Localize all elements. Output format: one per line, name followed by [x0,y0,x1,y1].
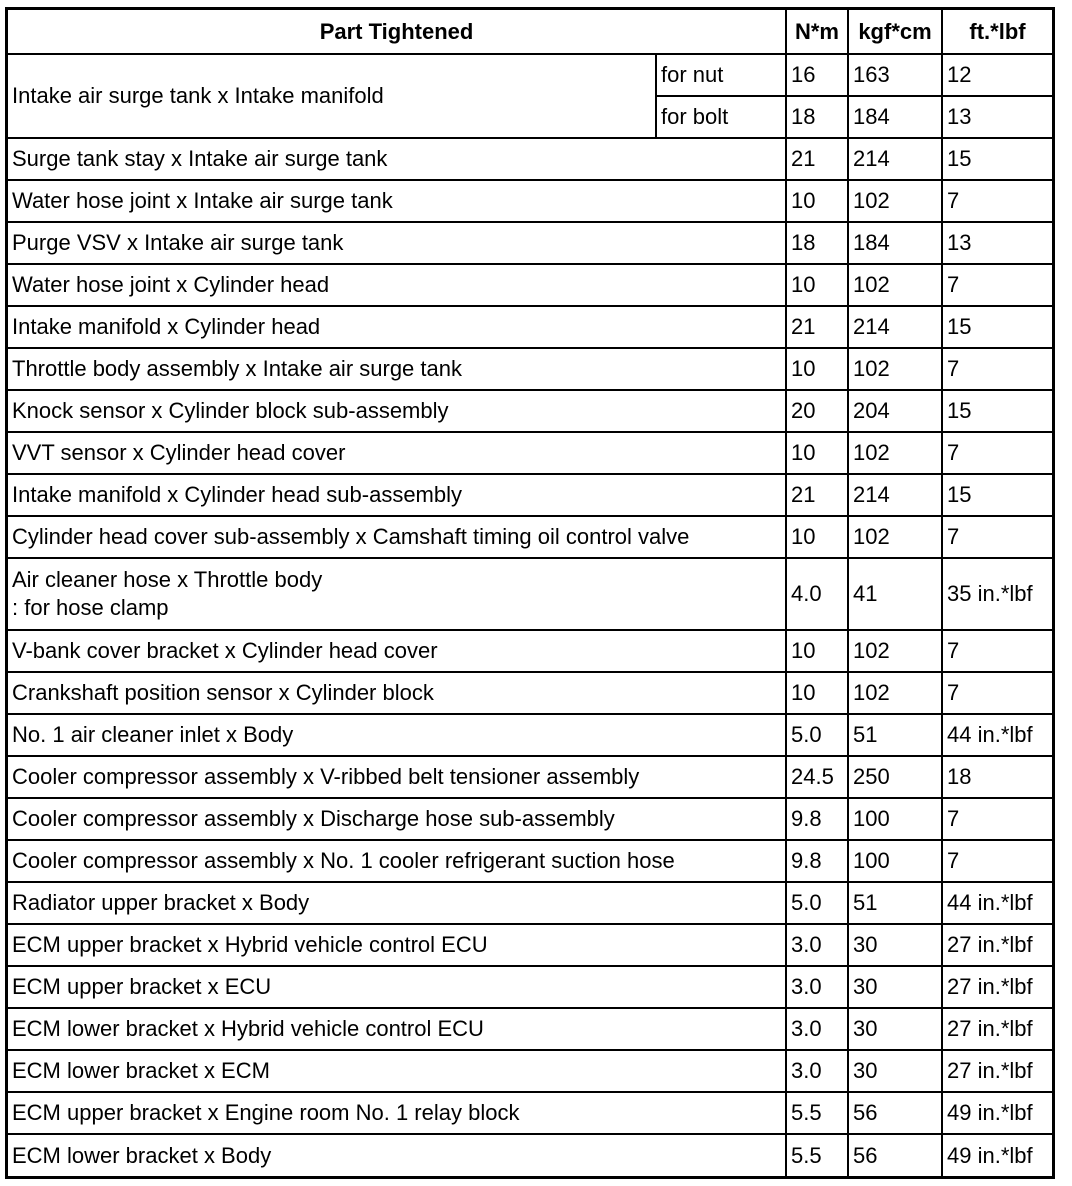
ftlbf-cell: 15 [942,306,1052,348]
nm-cell: 10 [786,180,848,222]
kgf-cell: 30 [848,966,942,1008]
table-row [8,1050,1052,1092]
torque-table-frame [5,7,1055,1179]
nm-cell: 10 [786,516,848,558]
table-row [8,474,1052,516]
kgf-cell: 102 [848,630,942,672]
ftlbf-cell: 15 [942,390,1052,432]
part-cell: ECM upper bracket x ECU [8,966,786,1008]
nm-cell: 10 [786,432,848,474]
kgf-cell: 30 [848,924,942,966]
table-row [8,1008,1052,1050]
part-line: Air cleaner hose x Throttle body [12,567,323,592]
ftlbf-cell: 27 in.*lbf [942,1008,1052,1050]
nm-cell: 10 [786,348,848,390]
nm-cell: 18 [786,222,848,264]
part-cell: Cooler compressor assembly x V-ribbed belt tensioner assembly [8,756,786,798]
table-header-row [8,10,1052,54]
nm-cell: 21 [786,138,848,180]
part-note: : for hose clamp [12,595,169,620]
kgf-cell: 30 [848,1008,942,1050]
part-cell: Surge tank stay x Intake air surge tank [8,138,786,180]
nm-cell: 5.5 [786,1092,848,1134]
table-row [8,966,1052,1008]
ftlbf-cell: 13 [942,96,1052,138]
part-cell: Purge VSV x Intake air surge tank [8,222,786,264]
part-cell: ECM lower bracket x ECM [8,1050,786,1092]
table-row [8,390,1052,432]
nm-cell: 18 [786,96,848,138]
nm-cell: 3.0 [786,924,848,966]
kgf-cell: 100 [848,798,942,840]
part-cell: VVT sensor x Cylinder head cover [8,432,786,474]
ftlbf-cell: 27 in.*lbf [942,1050,1052,1092]
header-kgf-cm: kgf*cm [848,10,942,54]
ftlbf-cell: 27 in.*lbf [942,966,1052,1008]
nm-cell: 21 [786,474,848,516]
part-cell: Cooler compressor assembly x Discharge hose sub-assembly [8,798,786,840]
part-cell: Water hose joint x Intake air surge tank [8,180,786,222]
kgf-cell: 184 [848,222,942,264]
table-row [8,672,1052,714]
part-cell: Intake manifold x Cylinder head [8,306,786,348]
table-body [8,54,1052,1176]
table-row [8,798,1052,840]
nm-cell: 9.8 [786,840,848,882]
ftlbf-cell: 49 in.*lbf [942,1092,1052,1134]
table-row [8,516,1052,558]
kgf-cell: 184 [848,96,942,138]
table-row [8,54,1052,96]
table-row [8,1134,1052,1176]
nm-cell: 21 [786,306,848,348]
table-row [8,630,1052,672]
table-row [8,306,1052,348]
kgf-cell: 102 [848,264,942,306]
part-cell: ECM lower bracket x Body [8,1134,786,1176]
kgf-cell: 56 [848,1134,942,1176]
table-row [8,558,1052,630]
ftlbf-cell: 12 [942,54,1052,96]
table-row [8,1092,1052,1134]
part-cell: V-bank cover bracket x Cylinder head cover [8,630,786,672]
ftlbf-cell: 7 [942,840,1052,882]
part-cell: ECM upper bracket x Engine room No. 1 relay block [8,1092,786,1134]
table-row [8,924,1052,966]
sub-condition-cell: for bolt [656,96,786,138]
part-cell: Intake manifold x Cylinder head sub-assembly [8,474,786,516]
part-cell: No. 1 air cleaner inlet x Body [8,714,786,756]
ftlbf-cell: 7 [942,672,1052,714]
kgf-cell: 51 [848,882,942,924]
part-cell: Radiator upper bracket x Body [8,882,786,924]
nm-cell: 3.0 [786,1008,848,1050]
ftlbf-cell: 35 in.*lbf [942,558,1052,630]
ftlbf-cell: 18 [942,756,1052,798]
kgf-cell: 102 [848,516,942,558]
nm-cell: 5.0 [786,714,848,756]
part-cell: Water hose joint x Cylinder head [8,264,786,306]
kgf-cell: 214 [848,474,942,516]
part-cell: Cooler compressor assembly x No. 1 cooler refrigerant suction hose [8,840,786,882]
ftlbf-cell: 7 [942,264,1052,306]
table-row [8,222,1052,264]
ftlbf-cell: 7 [942,348,1052,390]
kgf-cell: 56 [848,1092,942,1134]
table-row [8,756,1052,798]
kgf-cell: 100 [848,840,942,882]
kgf-cell: 102 [848,672,942,714]
ftlbf-cell: 7 [942,432,1052,474]
part-cell: Throttle body assembly x Intake air surge tank [8,348,786,390]
ftlbf-cell: 7 [942,798,1052,840]
nm-cell: 5.0 [786,882,848,924]
nm-cell: 10 [786,264,848,306]
part-cell: ECM upper bracket x Hybrid vehicle control ECU [8,924,786,966]
nm-cell: 20 [786,390,848,432]
torque-specification-table [8,10,1052,1176]
table-row [8,348,1052,390]
part-cell: ECM lower bracket x Hybrid vehicle control ECU [8,1008,786,1050]
nm-cell: 16 [786,54,848,96]
table-row [8,264,1052,306]
ftlbf-cell: 49 in.*lbf [942,1134,1052,1176]
ftlbf-cell: 15 [942,474,1052,516]
ftlbf-cell: 13 [942,222,1052,264]
table-row [8,180,1052,222]
nm-cell: 10 [786,672,848,714]
part-cell: Knock sensor x Cylinder block sub-assembly [8,390,786,432]
nm-cell: 24.5 [786,756,848,798]
header-ft-lbf: ft.*lbf [942,10,1052,54]
nm-cell: 9.8 [786,798,848,840]
kgf-cell: 102 [848,348,942,390]
kgf-cell: 214 [848,138,942,180]
ftlbf-cell: 44 in.*lbf [942,714,1052,756]
kgf-cell: 102 [848,432,942,474]
table-row [8,432,1052,474]
ftlbf-cell: 44 in.*lbf [942,882,1052,924]
nm-cell: 4.0 [786,558,848,630]
nm-cell: 3.0 [786,1050,848,1092]
kgf-cell: 41 [848,558,942,630]
kgf-cell: 163 [848,54,942,96]
part-cell: Intake air surge tank x Intake manifold [8,54,656,138]
table-row [8,840,1052,882]
kgf-cell: 204 [848,390,942,432]
ftlbf-cell: 27 in.*lbf [942,924,1052,966]
part-cell: Cylinder head cover sub-assembly x Camshaft timing oil control valve [8,516,786,558]
table-row [8,882,1052,924]
header-part-tightened: Part Tightened [8,10,786,54]
header-nm: N*m [786,10,848,54]
nm-cell: 10 [786,630,848,672]
kgf-cell: 250 [848,756,942,798]
table-row [8,138,1052,180]
kgf-cell: 102 [848,180,942,222]
part-cell [8,558,786,630]
kgf-cell: 30 [848,1050,942,1092]
ftlbf-cell: 15 [942,138,1052,180]
ftlbf-cell: 7 [942,630,1052,672]
ftlbf-cell: 7 [942,516,1052,558]
kgf-cell: 51 [848,714,942,756]
part-cell: Crankshaft position sensor x Cylinder block [8,672,786,714]
ftlbf-cell: 7 [942,180,1052,222]
kgf-cell: 214 [848,306,942,348]
sub-condition-cell: for nut [656,54,786,96]
table-row [8,714,1052,756]
nm-cell: 5.5 [786,1134,848,1176]
nm-cell: 3.0 [786,966,848,1008]
